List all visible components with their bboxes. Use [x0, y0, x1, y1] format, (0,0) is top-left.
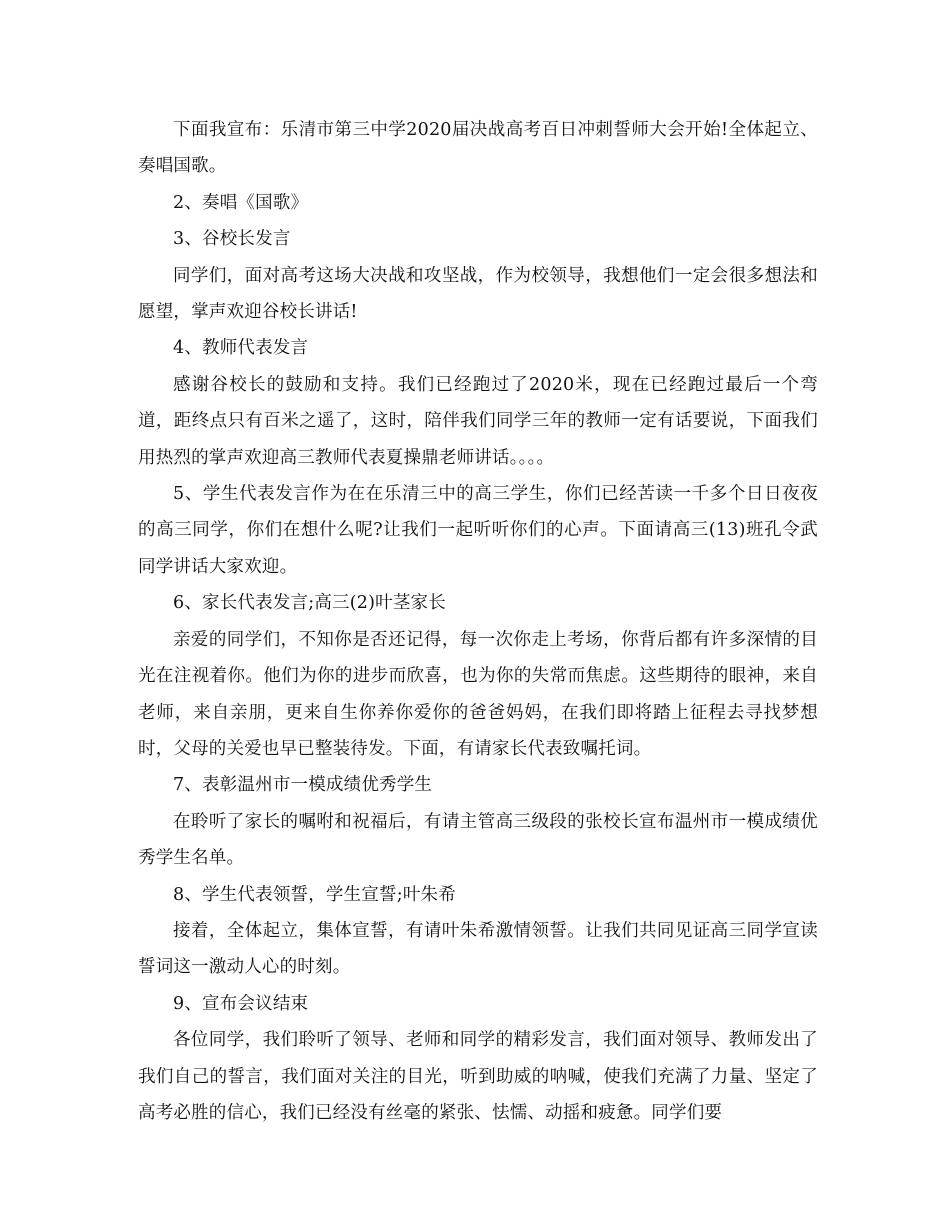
heading-teacher-speech: 4、教师代表发言: [173, 338, 309, 359]
paragraph-teacher-intro: 感谢谷校长的鼓励和支持。我们已经跑过了2020米，现在已经跑过最后一个弯道，距终点只有百米之遥了，这时，陪伴我们同学三年的教师一定有话要说，下面我们用热烈的掌声欢迎高三教师代表夏操鼎老师讲话。。。。: [138, 374, 818, 468]
heading-principal-speech: 3、谷校长发言: [173, 229, 291, 250]
heading-national-anthem: 2、奏唱《国歌》: [173, 192, 309, 213]
document-body: [138, 112, 818, 1131]
paragraph-oath: 接着，全体起立，集体宣誓，有请叶朱希激情领誓。让我们共同见证高三同学宣读誓词这一激动人心的时刻。: [138, 920, 818, 978]
heading-closing: 9、宣布会议结束: [173, 993, 309, 1014]
heading-commendation: 7、表彰温州市一模成绩优秀学生: [173, 775, 433, 796]
heading-parent-speech: 6、家长代表发言;高三(2)叶茎家长: [173, 593, 446, 614]
paragraph-principal-intro: 同学们，面对高考这场大决战和攻坚战，作为校领导，我想他们一定会很多想法和愿望，掌声欢迎谷校长讲话!: [138, 265, 818, 323]
heading-oath: 8、学生代表领誓，学生宣誓;叶朱希: [173, 884, 456, 905]
paragraph-parent-intro: 亲爱的同学们，不知你是否还记得，每一次你走上考场，你背后都有许多深情的目光在注视着你。他们为你的进步而欣喜，也为你的失常而焦虑。这些期待的眼神，来自老师，来自亲朋，更来自生你养你爱你的爸爸妈妈，在我们即将踏上征程去寻找梦想时，父母的关爱也早已整装待发。下面，有请家长代表致嘱托词。: [138, 629, 818, 759]
paragraph-closing: 各位同学，我们聆听了领导、老师和同学的精彩发言，我们面对领导、教师发出了我们自己的誓言，我们面对关注的目光，听到助威的呐喊，使我们充满了力量、坚定了高考必胜的信心，我们已经没有丝毫的紧张、怯懦、动摇和疲惫。同学们要: [138, 1030, 818, 1123]
paragraph-student-speech: 5、学生代表发言作为在在乐清三中的高三学生，你们已经苦读一千多个日日夜夜的高三同学，你们在想什么呢?让我们一起听听你们的心声。下面请高三(13)班孔令武同学讲话大家欢迎。: [138, 484, 818, 577]
paragraph-commendation: 在聆听了家长的嘱咐和祝福后，有请主管高三级段的张校长宣布温州市一模成绩优秀学生名单。: [138, 811, 818, 869]
paragraph-announcement: 下面我宣布：乐清市第三中学2020届决战高考百日冲刺誓师大会开始!全体起立、奏唱国歌。: [138, 120, 818, 177]
